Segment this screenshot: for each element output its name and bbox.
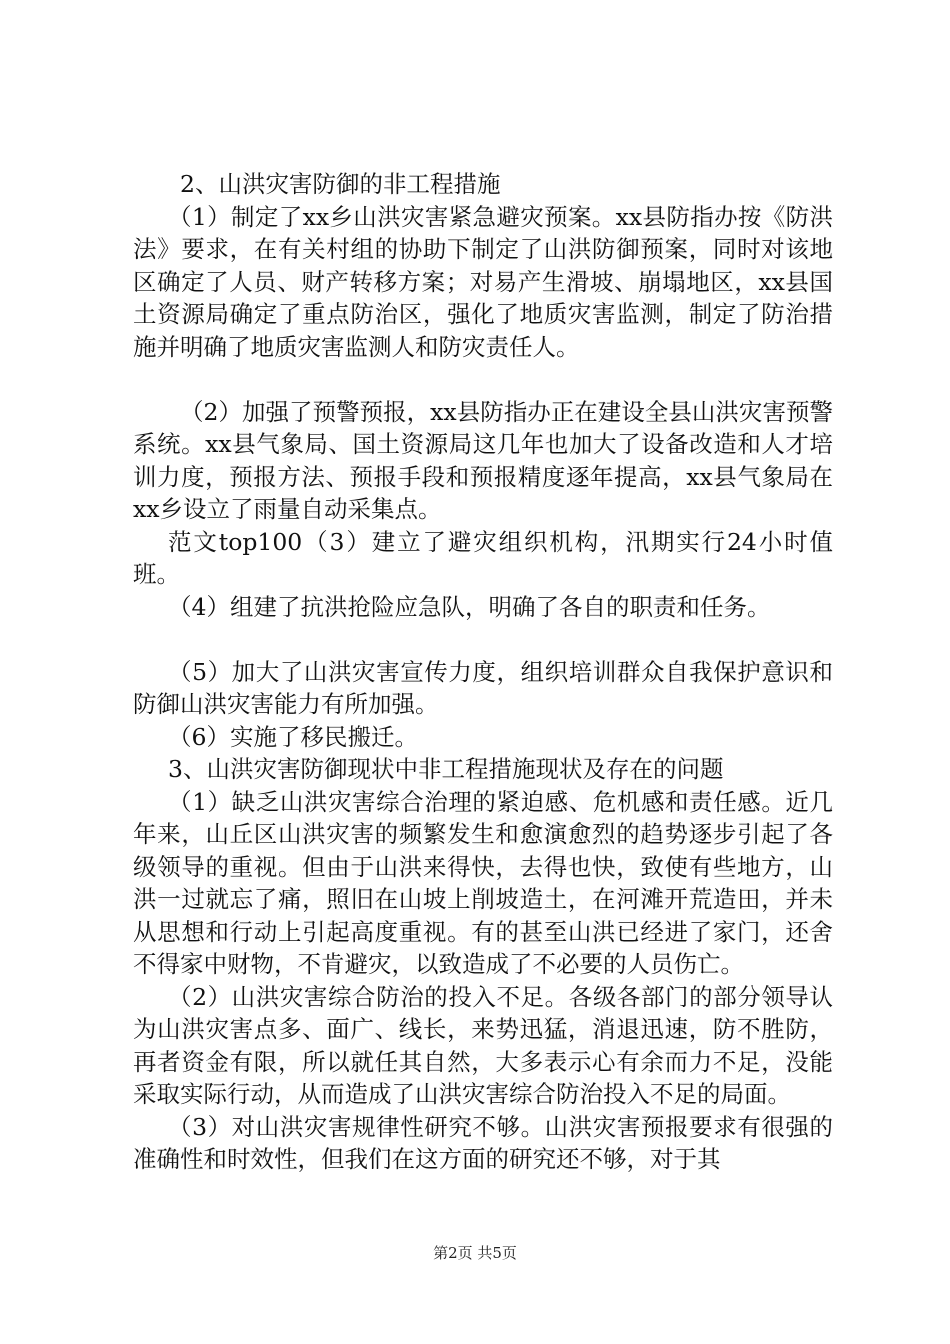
document-body [133, 168, 833, 1176]
paragraph-lack-of-urgency: （1）缺乏山洪灾害综合治理的紧迫感、危机感和责任感。近几年来，山丘区山洪灾害的频繁发生和愈演愈烈的趋势逐步引起了各级领导的重视。但由于山洪来得快，去得也快，致使有些地方，山洪一过就忘了痛，照旧在山坡上削坡造土，在河滩开荒造田，并未从思想和行动上引起高度重视。有的甚至山洪已经进了家门，还舍不得家中财物，不肯避灾，以致造成了不必要的人员伤亡。 [133, 787, 833, 978]
paragraph-emergency-team: （4）组建了抗洪抢险应急队，明确了各自的职责和任务。 [168, 592, 771, 621]
paragraph-duty-organization: 范文top100（3）建立了避灾组织机构，汛期实行24小时值班。 [133, 527, 833, 588]
paragraph-emergency-plan: （1）制定了xx乡山洪灾害紧急避灾预案。xx县防指办按《防洪法》要求，在有关村组的协助下制定了山洪防御预案，同时对该地区确定了人员、财产转移方案；对易产生滑坡、崩塌地区，xx县国土资源局确定了重点防治区，强化了地质灾害监测，制定了防治措施并明确了地质灾害监测人和防灾责任人。 [133, 202, 833, 361]
paragraph-early-warning: （2）加强了预警预报，xx县防指办正在建设全县山洪灾害预警系统。xx县气象局、国土资源局这几年也加大了设备改造和人才培训力度，预报方法、预报手段和预报精度逐年提高，xx县气象局在xx乡设立了雨量自动采集点。 [133, 397, 833, 523]
paragraph-insufficient-research: （3）对山洪灾害规律性研究不够。山洪灾害预报要求有很强的准确性和时效性，但我们在这方面的研究还不够，对于其 [133, 1112, 833, 1173]
paragraph-relocation: （6）实施了移民搬迁。 [168, 722, 418, 751]
section-heading-current-problems: 3、山洪灾害防御现状中非工程措施现状及存在的问题 [168, 755, 724, 783]
page-number-footer: 第2页 共5页 [433, 1244, 517, 1262]
paragraph-publicity: （5）加大了山洪灾害宣传力度，组织培训群众自我保护意识和防御山洪灾害能力有所加强。 [133, 657, 833, 718]
section-heading-non-engineering-measures: 2、山洪灾害防御的非工程措施 [180, 170, 501, 198]
paragraph-insufficient-investment: （2）山洪灾害综合防治的投入不足。各级各部门的部分领导认为山洪灾害点多、面广、线长，来势迅猛，消退迅速，防不胜防，再者资金有限，所以就任其自然，大多表示心有余而力不足，没能采取实际行动，从而造成了山洪灾害综合防治投入不足的局面。 [133, 982, 833, 1108]
